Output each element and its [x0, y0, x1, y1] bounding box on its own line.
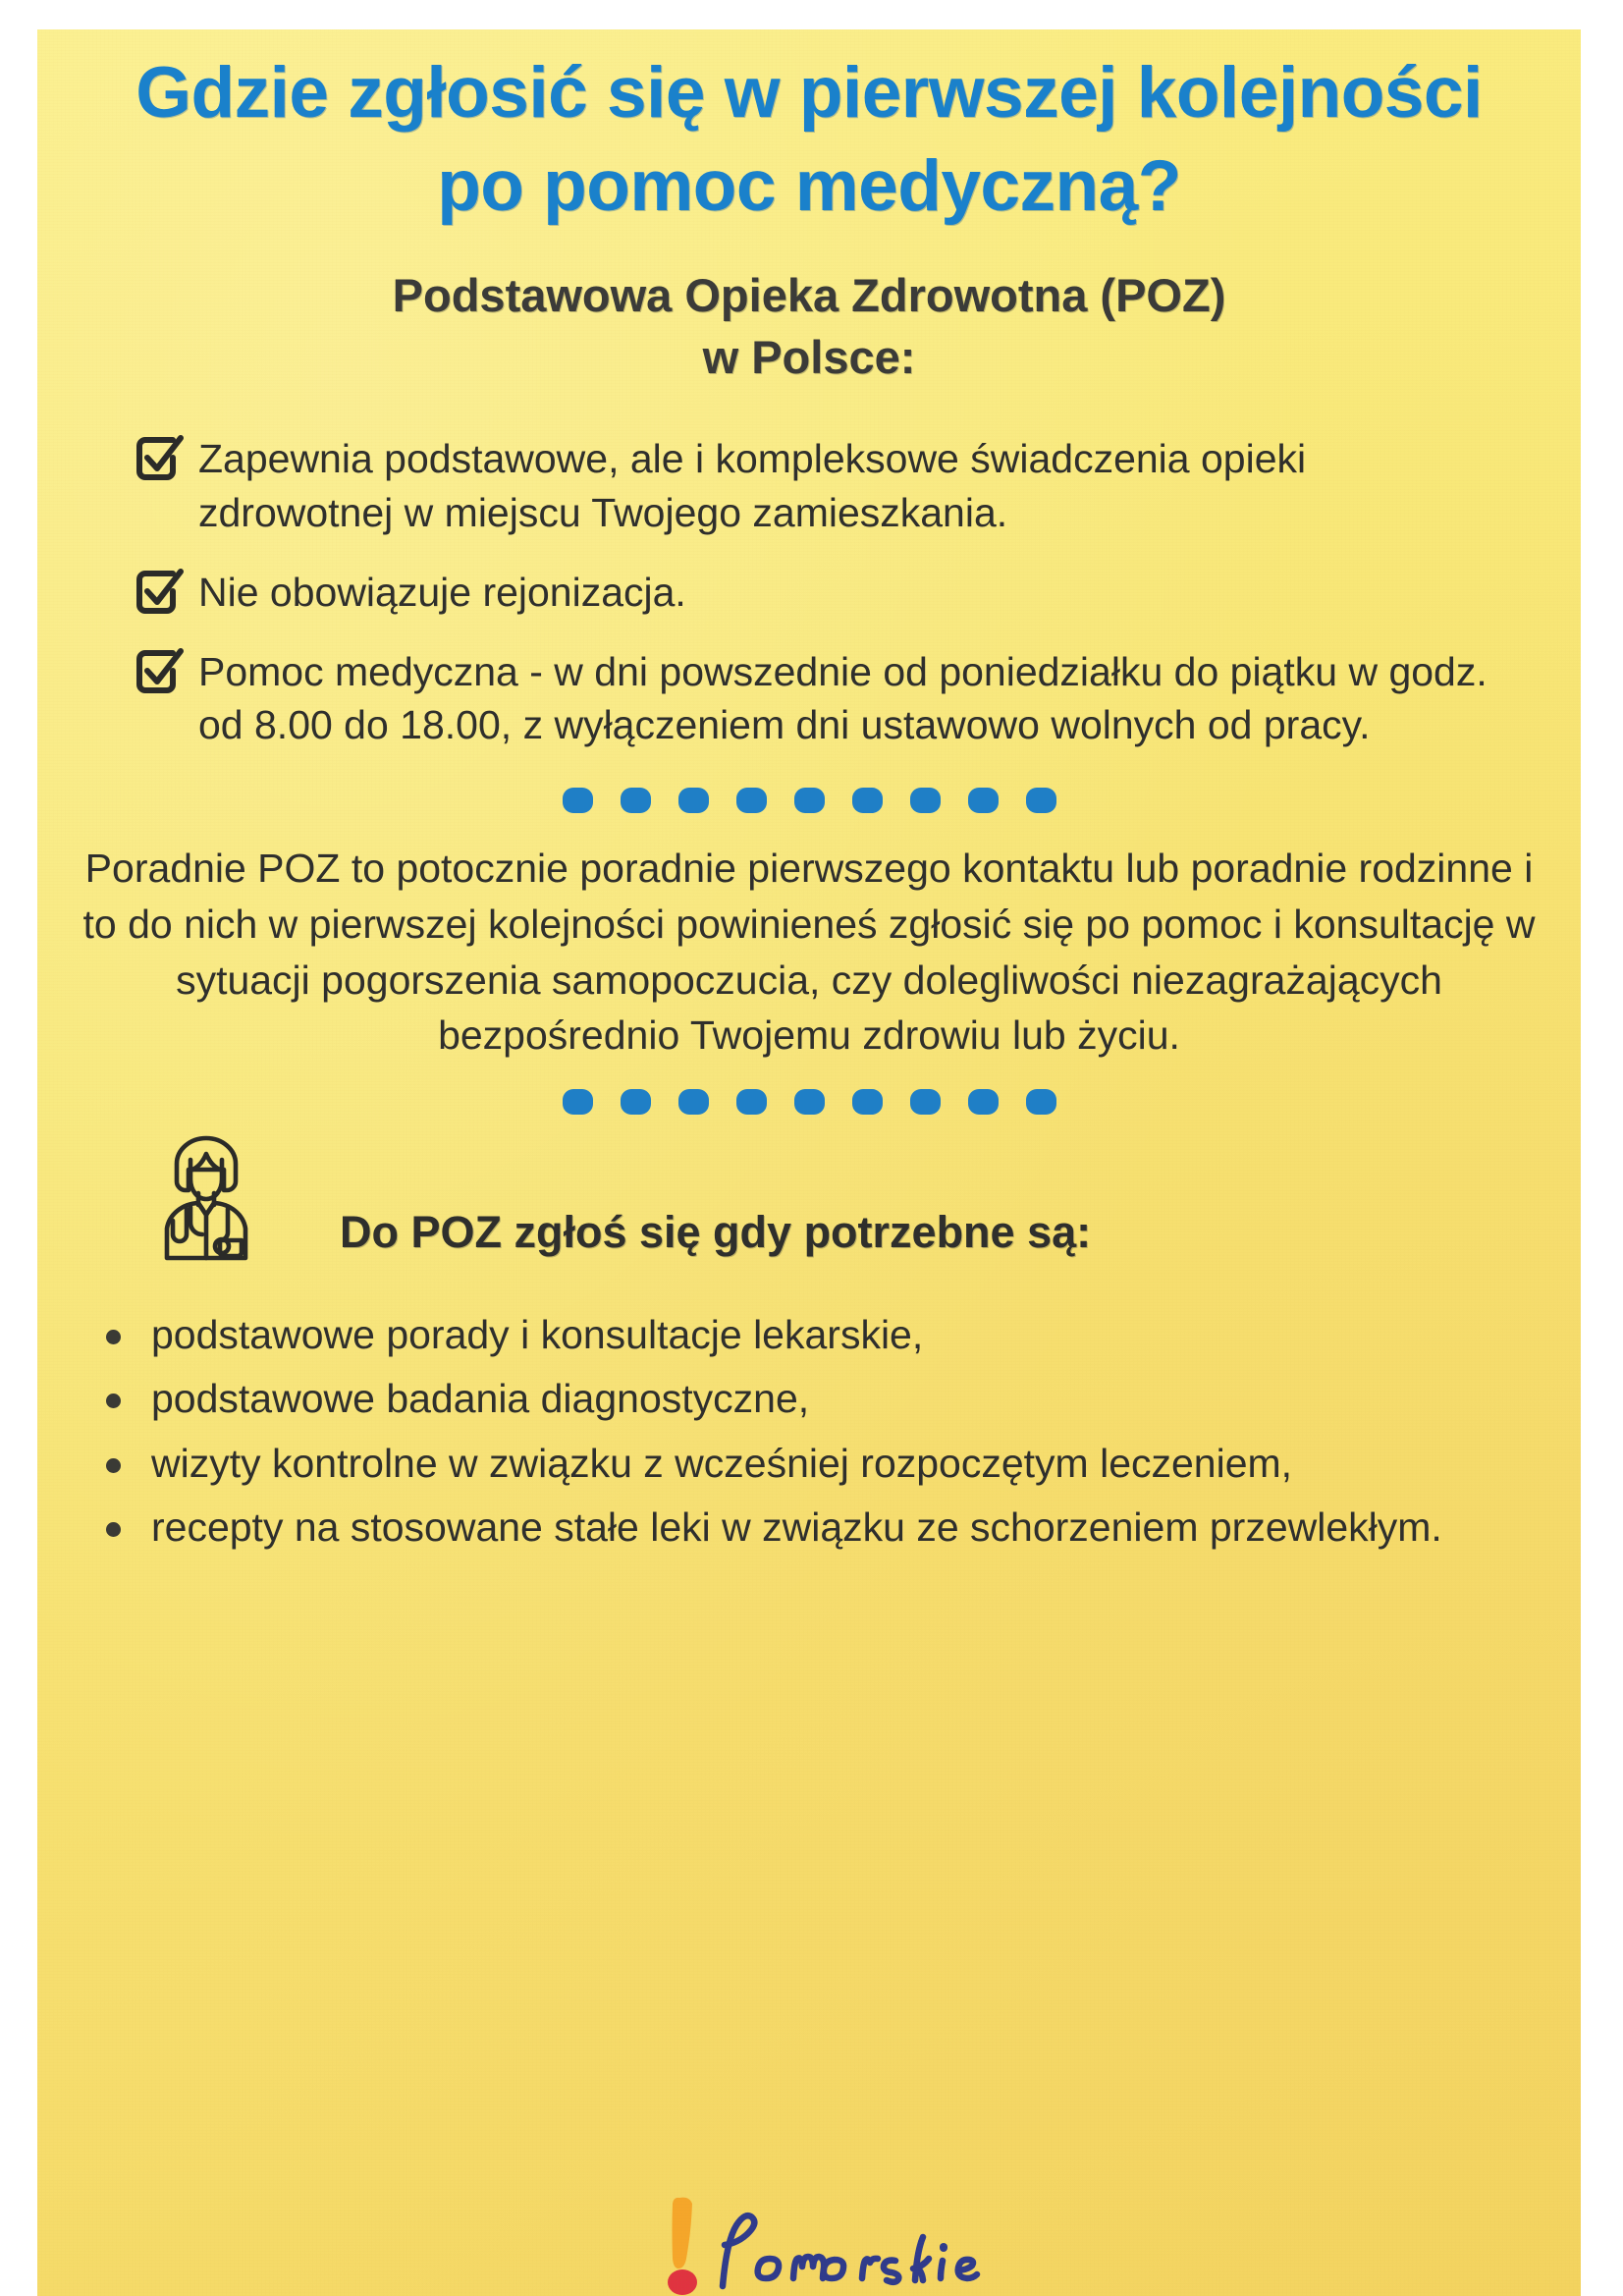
list-item: podstawowe porady i konsultacje lekarskie, — [94, 1307, 1522, 1363]
subtitle-line-2: w Polsce: — [702, 330, 916, 383]
divider-dot — [736, 1089, 767, 1115]
divider-dot — [678, 1089, 709, 1115]
divider-dot — [1026, 788, 1056, 813]
list-item: podstawowe badania diagnostyczne, — [94, 1371, 1522, 1427]
checkbox-checked-icon — [134, 568, 185, 617]
divider-dots-bottom — [37, 1089, 1581, 1115]
intro-paragraph: Poradnie POZ to potocznie poradnie pierwszego kontaktu lub poradnie rodzinne i to do nich w pierwszej kolejności powinieneś zgłosić się po pomoc i konsultację w sytuacji pogorszenia samopoczucia, czy dolegliwości niezagrażających bezpośrednio Twojemu zdrowiu lub życiu. — [82, 846, 1536, 1059]
divider-dot — [621, 788, 651, 813]
divider-dot — [736, 788, 767, 813]
divider-dot — [968, 788, 999, 813]
list-item-text: Nie obowiązuje rejonizacja. — [198, 569, 686, 615]
pomorskie-logo — [37, 2192, 1581, 2296]
checklist — [37, 432, 1581, 753]
doctor-section — [37, 1124, 1581, 1272]
services-list — [37, 1307, 1581, 1556]
divider-dot — [621, 1089, 651, 1115]
divider-dot — [852, 1089, 883, 1115]
list-item-text: Zapewnia podstawowe, ale i kompleksowe świadczenia opieki zdrowotnej w miejscu Twojego zamieszkania. — [198, 435, 1307, 535]
divider-dot — [794, 788, 825, 813]
page-title: Gdzie zgłosić się w pierwszej kolejności po pomoc medyczną? — [135, 53, 1483, 226]
checkbox-checked-icon — [134, 434, 185, 483]
list-item-text: Pomoc medyczna - w dni powszednie od poniedziałku do piątku w godz. od 8.00 do 18.00, z wyłączeniem dni ustawowo wolnych od pracy. — [198, 648, 1488, 748]
divider-dot — [910, 1089, 941, 1115]
divider-dot — [794, 1089, 825, 1115]
list-item — [134, 432, 1502, 540]
divider-dot — [852, 788, 883, 813]
divider-dot — [678, 788, 709, 813]
divider-dot — [563, 1089, 593, 1115]
divider-dots-top — [37, 788, 1581, 813]
list-item: recepty na stosowane stałe leki w związku ze schorzeniem przewlekłym. — [94, 1500, 1522, 1556]
page-subtitle — [37, 265, 1581, 389]
list-item: wizyty kontrolne w związku z wcześniej rozpoczętym leczeniem, — [94, 1436, 1522, 1492]
doctor-icon — [147, 1130, 265, 1266]
subtitle-line-1: Podstawowa Opieka Zdrowotna (POZ) — [392, 268, 1226, 321]
checkbox-checked-icon — [134, 647, 185, 696]
doctor-section-heading: Do POZ zgłoś się gdy potrzebne są: — [340, 1206, 1092, 1257]
divider-dot — [563, 788, 593, 813]
divider-dot — [910, 788, 941, 813]
poster-page — [37, 29, 1581, 2296]
divider-dot — [968, 1089, 999, 1115]
divider-dot — [1026, 1089, 1056, 1115]
list-item — [134, 566, 1502, 620]
list-item — [134, 645, 1502, 753]
